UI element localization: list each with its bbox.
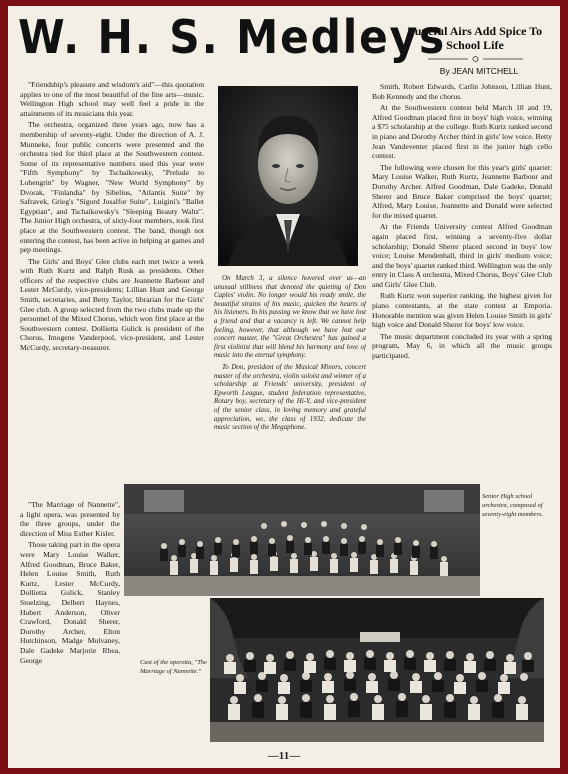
masthead-title: W. H. S. Medleys [18, 10, 447, 64]
paragraph: To Don, president of the Musical Minors, concert master of the orchestra, violin soloist and winner of a scholarship at Friends' university, president of Epworth League, student federation representative, Rotary boy, secretary of the Hi-Y, and vice-president of the senior class, in loving memory and grateful appreciation, we, the class of 1932, dedicate the music section of the Megaphone. [214, 362, 366, 432]
operetta-cast-photo [210, 598, 544, 742]
article-column-left [20, 80, 204, 486]
portrait-photo [218, 86, 358, 266]
paragraph: Smith, Robert Edwards, Carlin Johnson, Lillian Hunt, Bob Kennedy and the chorus. [372, 82, 552, 101]
orchestra-photo [124, 484, 480, 596]
paragraph: The Girls' and Boys' Glee clubs each met twice a week with Ruth Kurtz and Ralph Rusk as presidents. Other officers of the respective clubs are Jeannette Barbour and Lester McCurdy, vice-presidents; Lillian Hunt and George Smith, secretaries, and Betty Taylor, librarian for the Girls' Glee club. A group selected from the two clubs made up the personnel of the Mixed Chorus, which won first place at the Southwestern contest. Dollietta Gulick is president of the Chorus, Imogene Vanderpool, vice-president, and Lester McCurdy, secretary-treasurer. [20, 256, 204, 353]
article-column-right [372, 82, 552, 484]
paragraph: On March 3, a silence hovered over us—an unusual stillness that denoted the quieting of Don Caples' violin. No longer would his ready smile, the beautiful strains of his music, quicken the hearts of his listeners. In his passing we know that we have lost a friend and that a vacancy is left. We cannot help feeling, however, that although we have lost our concert master, the "Great Orchestra" has gained a first violinist that will blend his harmony and love of music into the eternal symphony. [214, 274, 366, 360]
paragraph: The orchestra, organized three years ago, now has a membership of seventy-eight. Under the direction of A. J. Munneke, four public concerts were presented and the orchestra tied for third place at the Southwestern contest. Some of its representative numbers used this year were "Fifth Symphony" by Tschaikowsky, "Prelude to Lohengrin" by Wagner, "New World Symphony" by Dvorak, "Finlandia" by Sibelius, "Atlantis Suite" by Safravek, Grieg's "Sigurd Josalfor Suite", Luigini's "Ballet Egyptian", and Tschaikowsky's "Sleeping Beauty Waltz". The Junior High orchestra, of sixty-four members, took first place at the Southwestern contest. The band, though not entering the contest, has been active in helping at games and pep meetings. [20, 120, 204, 255]
paragraph: The music department concluded its year with a spring program, May 6, in which all the music groups participated. [372, 331, 552, 361]
paragraph: At the Friends University contest Alfred Goodman again placed first, winning a seventy-five dollar scholarship; Donald Sherer placed second in boys' low voice; Louise Mendenhall, third in girls' medium voice; and the boys' quartet ranked third. Wellington was the only entry in Class A orchestra, Mixed Chorus, Boys' Glee Club and Girls' Glee Club. [372, 222, 552, 289]
orchestra-caption: Senior High school orchestra, composed of seventy-eight members. [482, 493, 544, 518]
article-column-left-lower [20, 500, 120, 764]
paragraph: Ruth Kurtz won superior ranking, the highest given for piano contestants, at the state contest at Emporia. Honorable mention was given Helen Louise Smith in girls' high voice and Donald Sherer for boys' low voice. [372, 291, 552, 330]
paragraph: The following were chosen for this year's girls' quartet: Mary Louise Walker, Ruth Kurtz, Jeannette Barbour and Dorothy Archer. Alfred Goodman, Dale Gadeke, Donald Sherer and Bruce Baker comprised the boys' quartet; Alfred, Mary Louise, Jeannette and Donald were selected for the mixed quartet. [372, 162, 552, 220]
yearbook-page [8, 6, 560, 768]
operetta-caption: Cast of the operetta, "The Marriage of Nannette." [140, 659, 207, 675]
paragraph: Those taking part in the opera were Mary Louise Walker, Alfred Goodman, Bruce Baker, Helen Louise Smith, Ruth Kurtz, Lester McCurdy, Dollietta Gulick, Stanley Stoelzing, Delbert Haynes, Hubert Anderson, Oliver Crawford, Donald Sherer, Dorothy Archer, Elton Hutchinson, Madge Mulvaney, Dale Gadeke Marjorie Rhea, George [20, 540, 120, 665]
article-headline: Tuneful Airs Add Spice To School Life [407, 24, 543, 52]
paragraph: "The Marriage of Nannette", a light opera, was presented by the three groups, under the direction of Miss Esther Kisler. [20, 500, 120, 538]
byline: By JEAN MITCHELL [439, 66, 519, 76]
paragraph: At the Southwestern contest held March 18 and 19, Alfred Goodman placed first in boys' high voice, winning a $75 scholarship at the college. Ruth Kurtz ranked second in piano and Dorothy Archer third in girls' low voice. Betty Jean Vandeventer placed first in the junior high cello contest. [372, 103, 552, 161]
page-number: —11— [267, 750, 301, 762]
paragraph: "Friendship's pleasure and wisdom's aid"—this quotation applies to one of the most beautiful of the fine arts—music. Wellington High school may well feel a pride in the attainments of its musicians this year. [20, 80, 204, 118]
ornament-divider-icon [428, 54, 523, 64]
memorial-caption [214, 274, 366, 486]
